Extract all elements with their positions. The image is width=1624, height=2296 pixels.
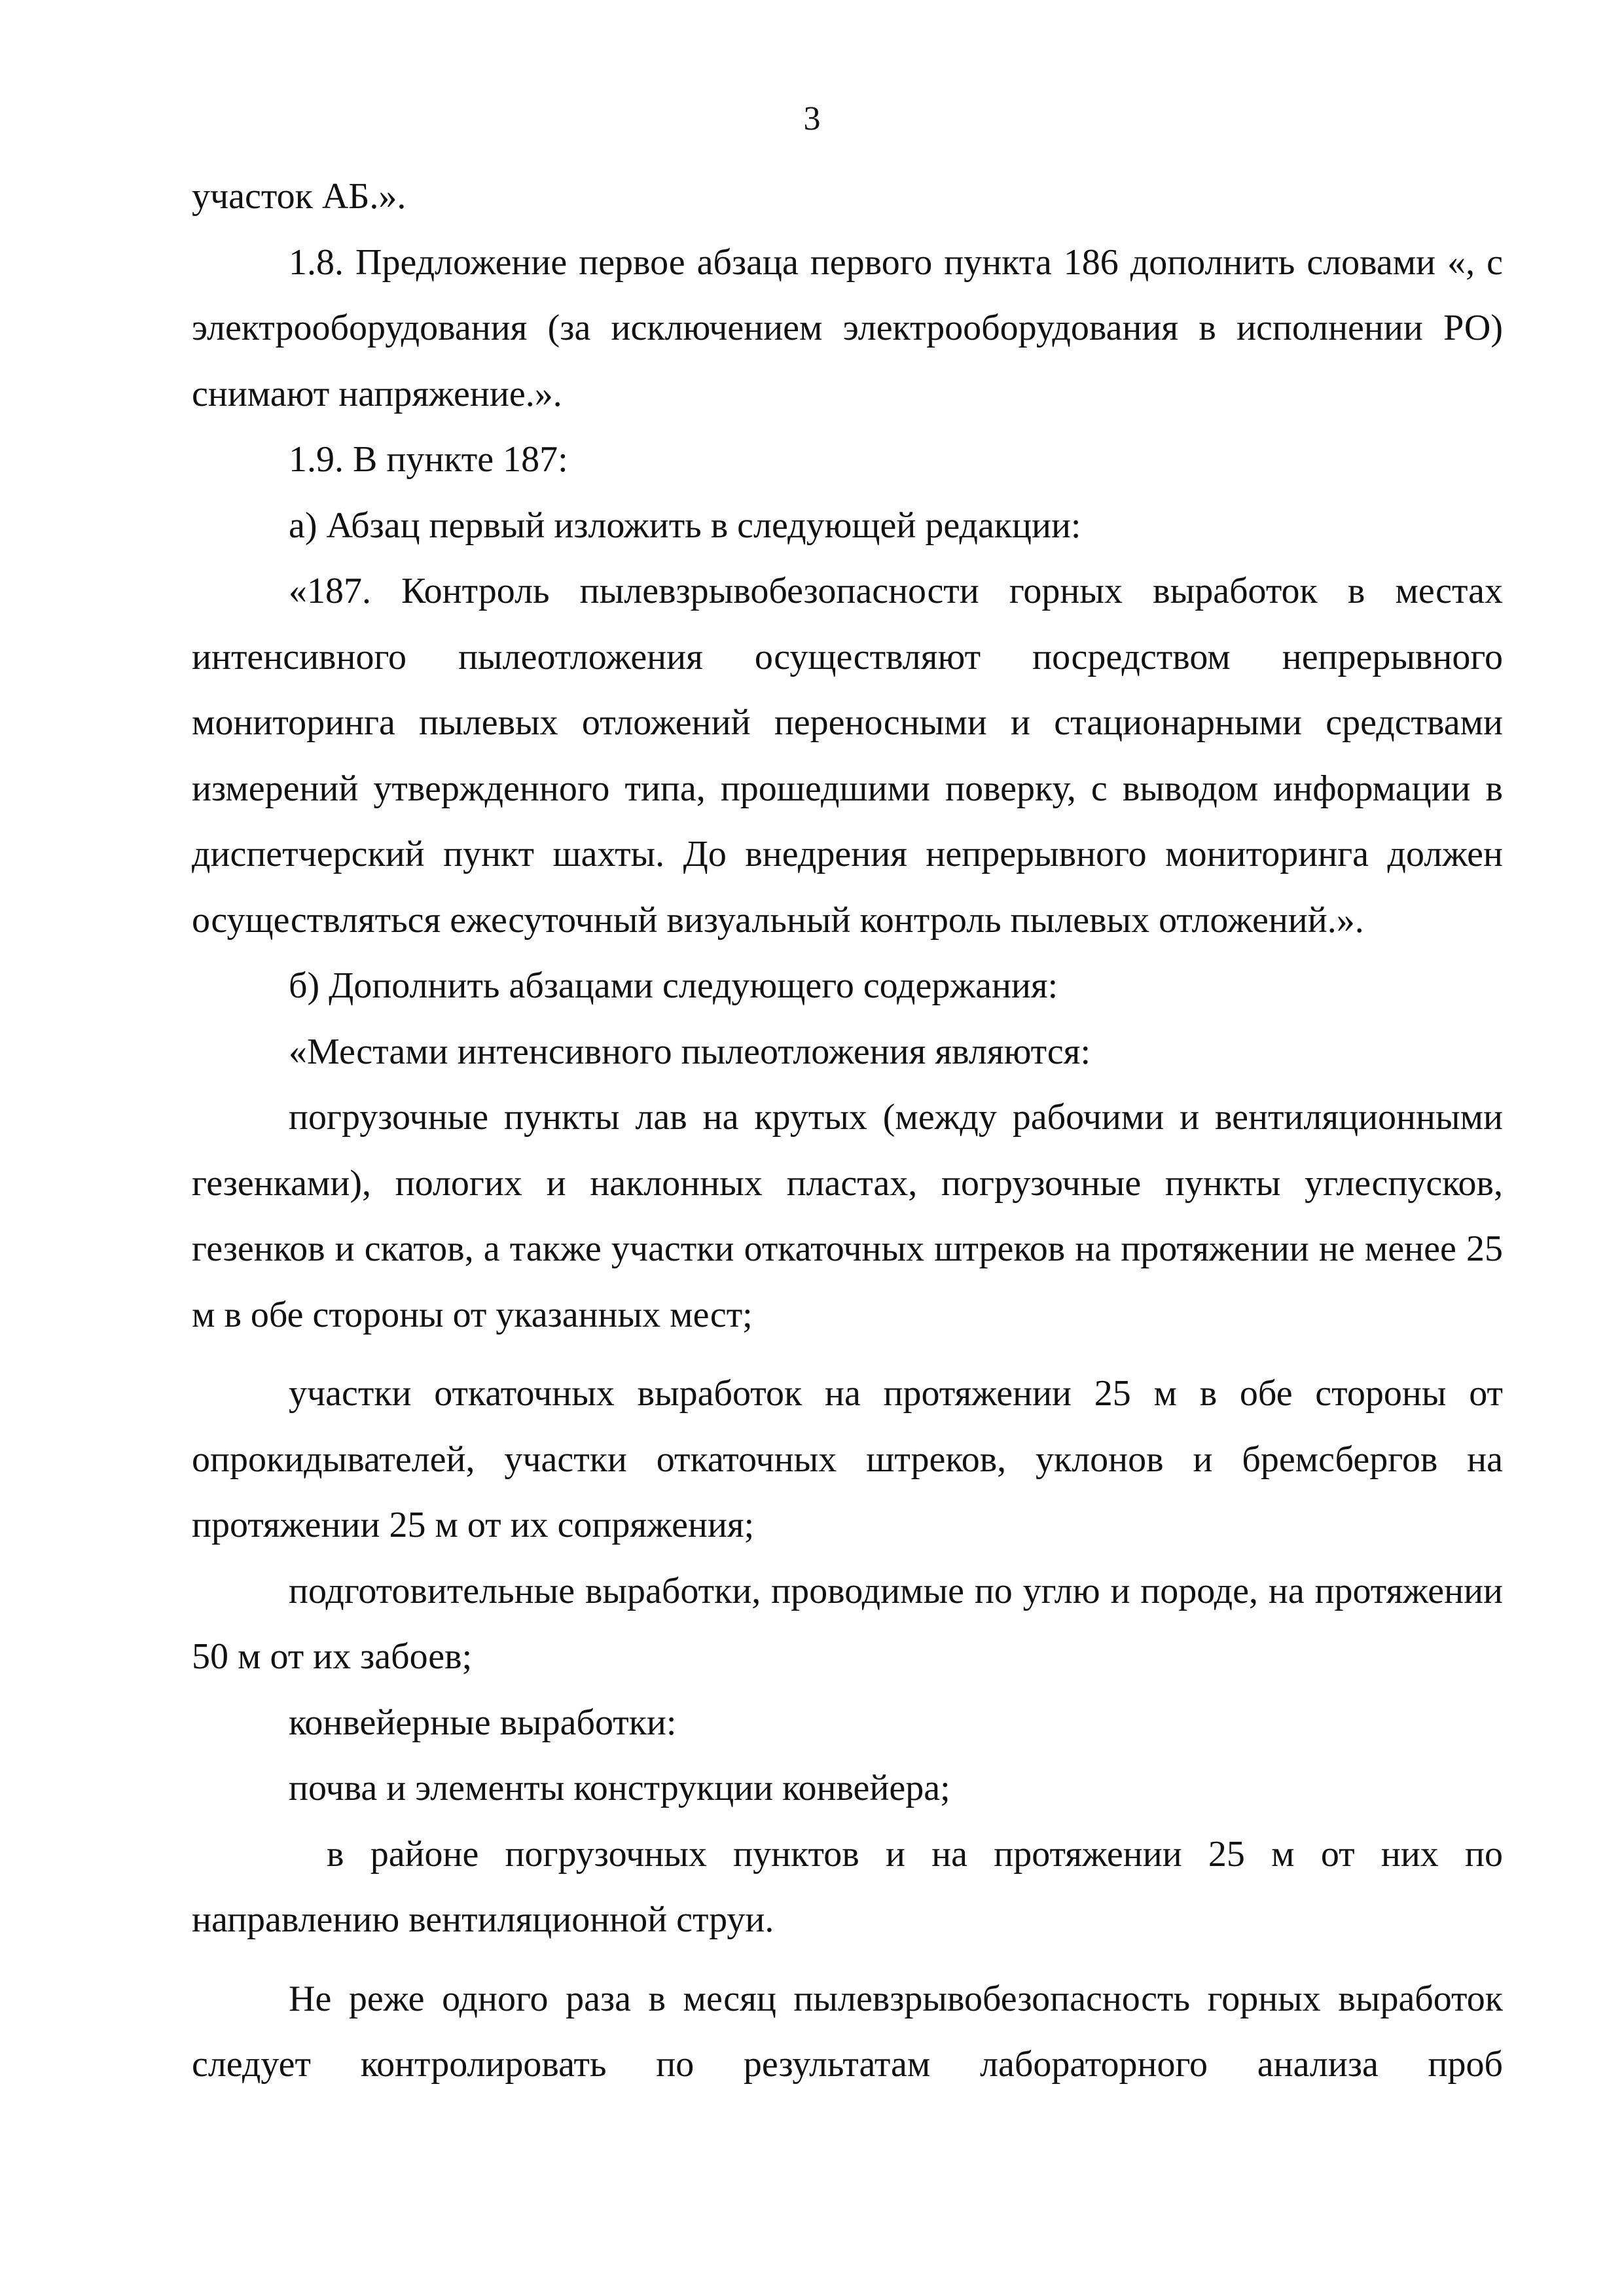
paragraph-5: «187. Контроль пылевзрывобезопасности горных выработок в местах интенсивного пылеотложения осуществляют посредством непрерывного мониторинга пылевых отложений переносными и стационарными средствами измерений утвержденного типа, прошедшими поверку, с выводом информации в диспетчерский пункт шахты. До внедрения непрерывного мониторинга должен осуществляться ежесуточный визуальный контроль пылевых отложений.».: [192, 571, 1503, 941]
paragraph-9: участки откаточных выработок на протяжении 25 м в обе стороны от опрокидывателей, участки откаточных штреков, уклонов и бремсбергов на протяжении 25 м от их сопряжения;: [192, 1373, 1503, 1545]
paragraph-14: Не реже одного раза в месяц пылевзрывобезопасность горных выработок следует контролировать по результатам лабораторного анализа проб: [192, 1978, 1503, 2085]
paragraph-13: в районе погрузочных пунктов и на протяжении 25 м от них по направлению вентиляционной струи.: [192, 1833, 1503, 1940]
page-number: 3: [803, 100, 821, 137]
paragraph-4: а) Абзац первый изложить в следующей редакции:: [289, 505, 1081, 546]
paragraph-11: конвейерные выработки:: [289, 1702, 677, 1743]
paragraph-7: «Местами интенсивного пылеотложения являются:: [289, 1031, 1091, 1072]
document-body: [192, 164, 1503, 2098]
paragraph-1: участок АБ.».: [192, 176, 406, 217]
paragraph-8: погрузочные пункты лав на крутых (между рабочими и вентиляционными гезенками), пологих и наклонных пластах, погрузочные пункты углеспусков, гезенков и скатов, а также участки откаточных штреков на протяжении не менее 25 м в обе стороны от указанных мест;: [192, 1097, 1503, 1335]
paragraph-6: б) Дополнить абзацами следующего содержания:: [289, 965, 1058, 1006]
paragraph-2: 1.8. Предложение первое абзаца первого пункта 186 дополнить словами «, с электрооборудования (за исключением электрооборудования в исполнении РО) снимают напряжение.».: [192, 242, 1503, 414]
paragraph-12: почва и элементы конструкции конвейера;: [289, 1768, 950, 1808]
paragraph-3: 1.9. В пункте 187:: [289, 439, 568, 480]
paragraph-10: подготовительные выработки, проводимые по углю и породе, на протяжении 50 м от их забоев;: [192, 1570, 1503, 1677]
